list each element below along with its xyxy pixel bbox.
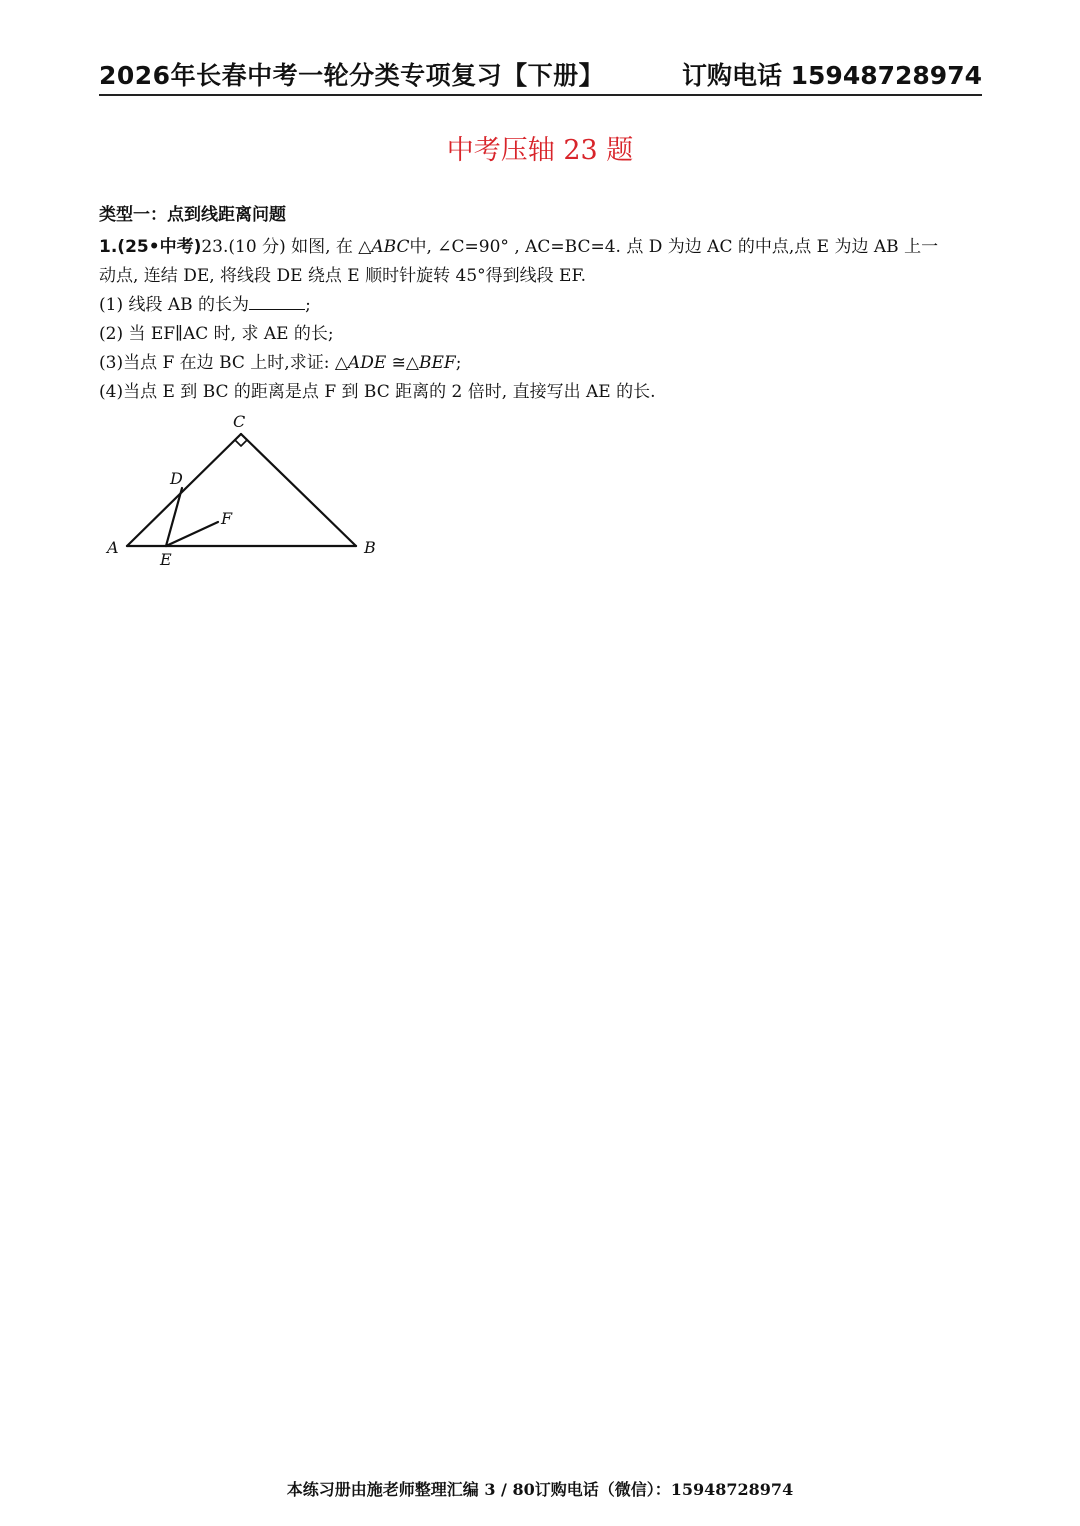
congruent-symbol: ≅△ bbox=[386, 353, 419, 373]
segment-ef bbox=[166, 522, 218, 546]
label-c: C bbox=[233, 412, 246, 431]
problem-intro-a: 23.(10 分) 如图, 在 △ bbox=[201, 237, 372, 257]
question-3 bbox=[99, 349, 989, 378]
question-1 bbox=[99, 291, 989, 320]
label-d: D bbox=[170, 469, 183, 488]
answer-blank bbox=[249, 295, 305, 310]
label-e: E bbox=[160, 550, 172, 569]
triangle-bef: BEF bbox=[418, 353, 456, 373]
problem-line-2: 动点, 连结 DE, 将线段 DE 绕点 E 顺时针旋转 45°得到线段 EF. bbox=[99, 266, 587, 286]
problem-line-1 bbox=[99, 233, 989, 262]
question-3-text: (3)当点 F 在边 BC 上时,求证: △ bbox=[99, 353, 348, 373]
side-ac bbox=[127, 434, 241, 546]
side-bc bbox=[241, 434, 356, 546]
question-1-end: ; bbox=[305, 295, 311, 315]
page-title: 中考压轴 23 题 bbox=[446, 135, 634, 166]
question-4: (4)当点 E 到 BC 的距离是点 F 到 BC 距离的 2 倍时, 直接写出 AE 的长. bbox=[99, 382, 656, 402]
right-angle-mark bbox=[235, 434, 247, 446]
section-type-label: 类型一：点到线距离问题 bbox=[99, 205, 286, 225]
header-phone: 订购电话 15948728974 bbox=[681, 61, 982, 90]
label-f: F bbox=[221, 509, 233, 528]
triangle-figure bbox=[100, 406, 390, 576]
triangle-abc: ABC bbox=[371, 237, 410, 257]
label-b: B bbox=[364, 538, 376, 557]
page-header bbox=[99, 52, 982, 96]
problem-intro-b: 中, ∠C=90° , AC=BC=4. 点 D 为边 AC 的中点,点 E 为边 AB 上一 bbox=[409, 237, 939, 257]
question-1-text: (1) 线段 AB 的长为 bbox=[99, 295, 250, 315]
header-title: 2026年长春中考一轮分类专项复习【下册】 bbox=[99, 61, 605, 90]
triangle-ade: ADE bbox=[347, 353, 387, 373]
page-footer: 本练习册由施老师整理汇编 3 / 80订购电话（微信）：15948728974 bbox=[286, 1480, 794, 1499]
question-3-end: ; bbox=[455, 353, 462, 373]
label-a: A bbox=[107, 538, 119, 557]
problem-number: 1. bbox=[99, 237, 118, 257]
segment-de bbox=[166, 488, 182, 546]
question-2: (2) 当 EF∥AC 时, 求 AE 的长; bbox=[99, 324, 334, 344]
problem-1 bbox=[99, 233, 989, 407]
problem-source: (25•中考) bbox=[117, 237, 202, 257]
